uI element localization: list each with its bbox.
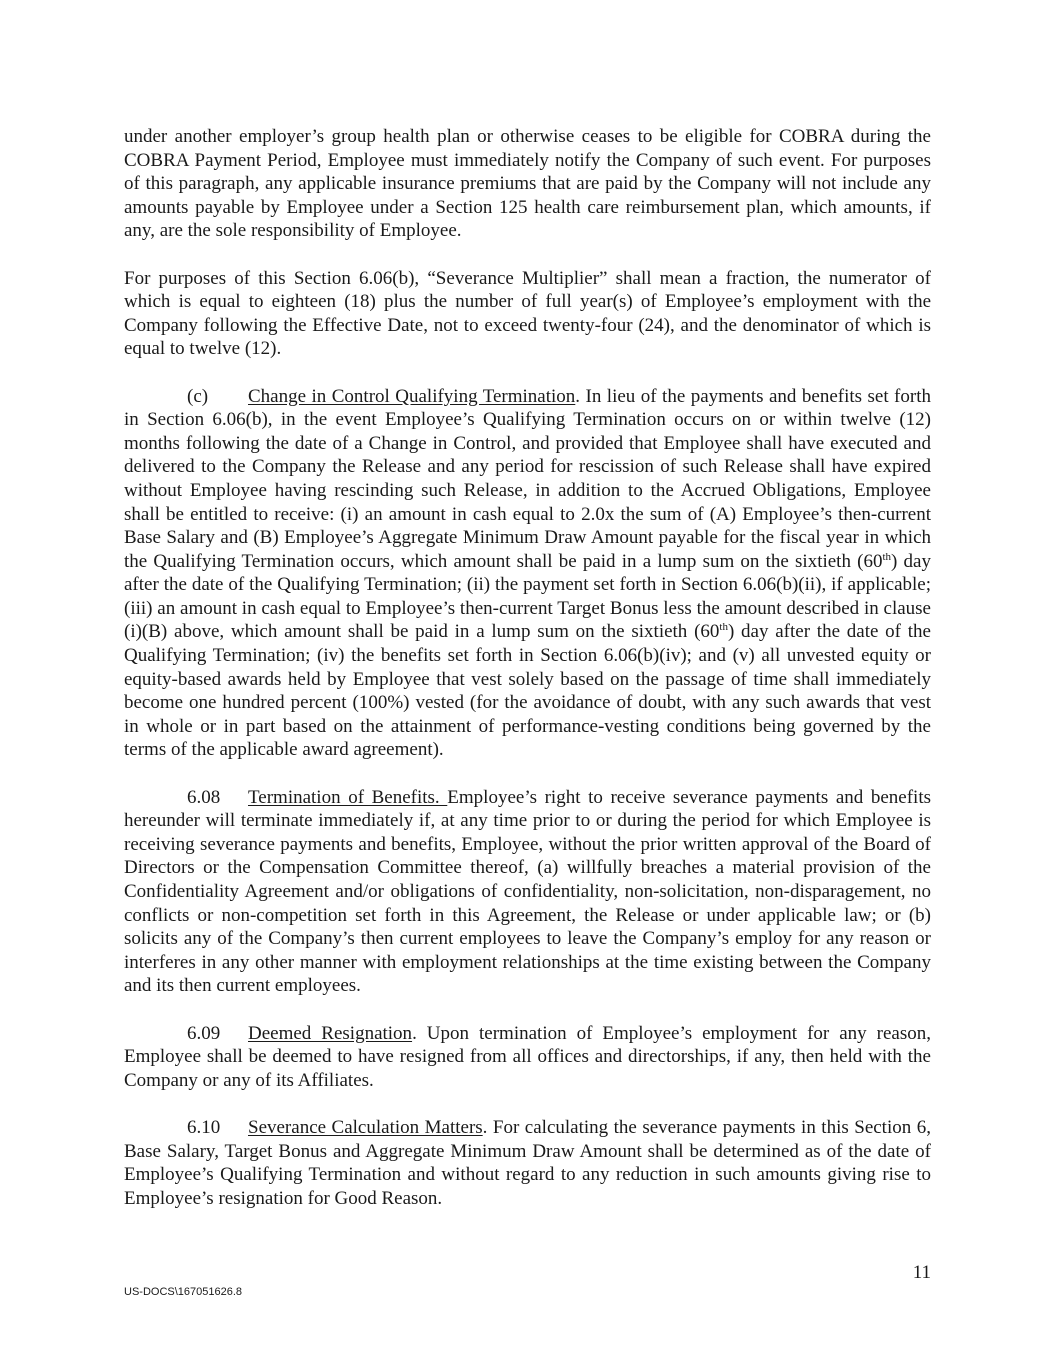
- document-id: US-DOCS\167051626.8: [124, 1286, 243, 1298]
- superscript-th: th: [882, 550, 892, 563]
- section-text-part-1: . In lieu of the payments and benefits set forth in Section 6.06(b), in the event Employee’s Qualifying Termination occurs on or within twelve (12) months following the date of a Change in Control, and provided that Employee shall have executed and delivered to the Company the Release and any period for rescission of such Release shall have expired without Employee having rescinding such Release, in addition to the Accrued Obligations, Employee shall be entitled to receive: (i) an amount in cash equal to 2.0x the sum of (A) Employee’s then-current Base Salary and (B) Employee’s Aggregate Minimum Draw Amount payable for the fiscal year in which the Qualifying Termination occurs, which amount shall be paid in a lump sum on the sixtieth (60: [124, 385, 931, 572]
- section-heading: Deemed Resignation: [248, 1022, 413, 1044]
- page-number: 11: [912, 1262, 931, 1283]
- superscript-th: th: [719, 621, 728, 634]
- paragraph-severance-multiplier: For purposes of this Section 6.06(b), “Severance Multiplier” shall mean a fraction, the numerator of which is equal to eighteen (18) plus the number of full year(s) of Employee’s employment with the Company following the Effective Date, not to exceed twenty-four (24), and the denominator of which is equal to twelve (12).: [124, 267, 931, 360]
- section-6-08: [124, 786, 931, 998]
- section-text: . Upon termination of Employee’s employment for any reason, Employee shall be deemed to have resigned from all offices and directorships, if any, then held with the Company or any of its Affiliates.: [124, 1022, 931, 1091]
- section-heading: Change in Control Qualifying Termination: [248, 385, 576, 407]
- document-body: [124, 125, 931, 1234]
- section-text: Employee’s right to receive severance payments and benefits hereunder will terminate immediately if, at any time prior to or during the period for which Employee is receiving severance payments and benefits, Employee, without the prior written approval of the Board of Directors or the Compensation Committee thereof, (a) willfully breaches a material provision of the Confidentiality Agreement and/or obligations of confidentiality, non-solicitation, non-disparagement, no conflicts or non-competition set forth in this Agreement, the Release or under applicable law; or (b) solicits any of the Company’s then current employees to leave the Company’s employ for any reason or interferes in any other manner with employment relationships at the time existing between the Company and its then current employees.: [124, 786, 931, 997]
- section-number: (c): [187, 385, 209, 407]
- section-6-09: [124, 1022, 931, 1093]
- section-number: 6.10: [187, 1116, 221, 1138]
- section-text-part-3: ) day after the date of the Qualifying Termination; (iv) the benefits set forth in Section 6.06(b)(iv); and (v) all unvested equity or equity-based awards held by Employee that vest solely based on the passage of time shall immediately become one hundred percent (100%) vested (for the avoidance of doubt, with any such awards that vest in whole or in part based on the attainment of performance-vesting conditions being governed by the terms of the applicable award agreement).: [124, 621, 931, 761]
- section-heading: Termination of Benefits.: [248, 786, 448, 808]
- paragraph-cobra: under another employer’s group health plan or otherwise ceases to be eligible for COBRA during the COBRA Payment Period, Employee must immediately notify the Company of such event. For purposes of this paragraph, any applicable insurance premiums that are paid by the Company will not include any amounts payable by Employee under a Section 125 health care reimbursement plan, which amounts, if any, are the sole responsibility of Employee.: [124, 126, 931, 242]
- section-heading: Severance Calculation Matters: [248, 1116, 483, 1138]
- section-text: . For calculating the severance payments in this Section 6, Base Salary, Target Bonus and Aggregate Minimum Draw Amount shall be determined as of the date of Employee’s Qualifying Termination and without regard to any reduction in such amounts giving rise to Employee’s resignation for Good Reason.: [124, 1116, 931, 1209]
- section-number: 6.09: [187, 1022, 221, 1044]
- section-number: 6.08: [187, 786, 221, 808]
- section-6-06-c: [124, 385, 931, 763]
- section-text-part-2: ) day after the date of the Qualifying Termination; (ii) the payment set forth in Section 6.06(b)(ii), if applicable; (iii) an amount in cash equal to Employee’s then-current Target Bonus less the amount described in clause (i)(B) above, which amount shall be paid in a lump sum on the sixtieth (60: [124, 550, 931, 643]
- section-6-10: [124, 1116, 931, 1210]
